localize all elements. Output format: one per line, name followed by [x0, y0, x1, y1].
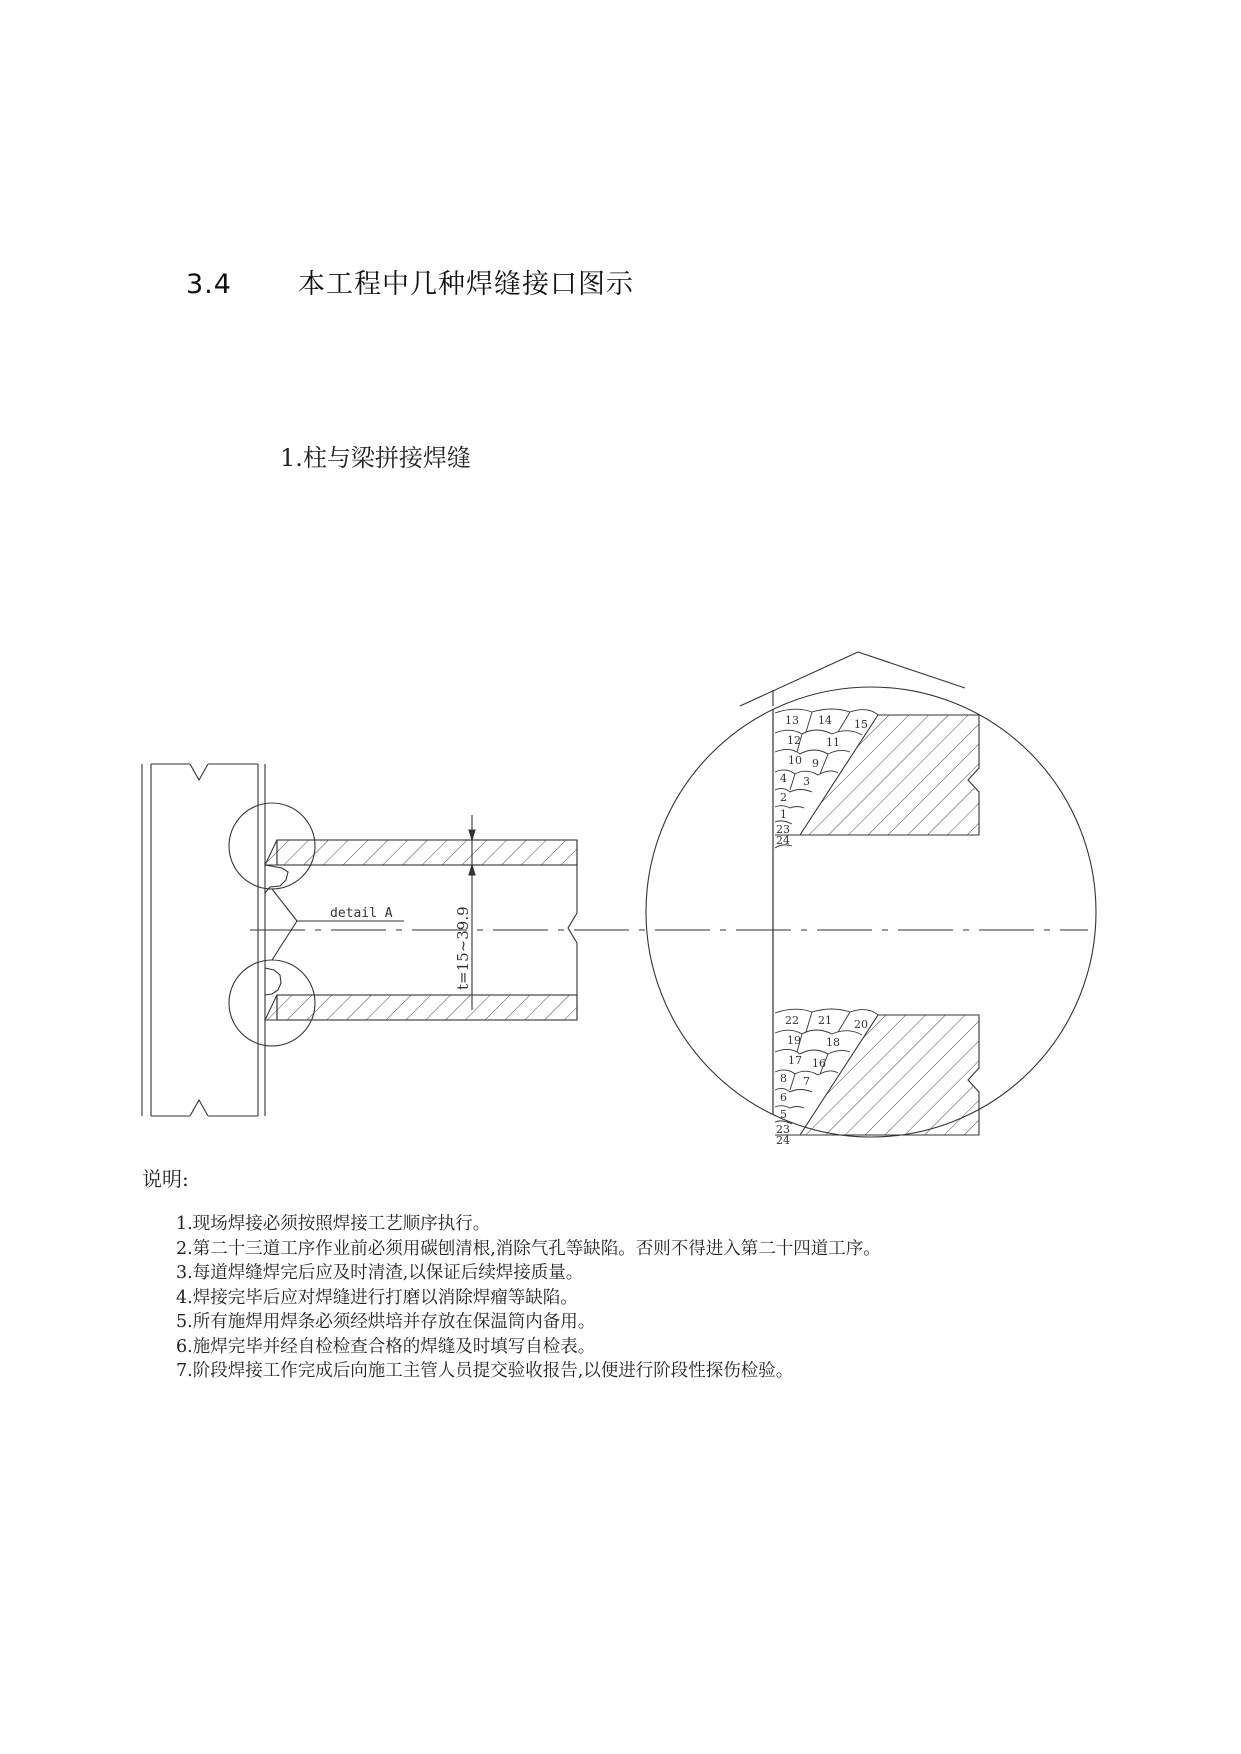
weld-pass-label: 1 [780, 808, 787, 821]
weld-pass-label: 12 [787, 734, 801, 747]
weld-pass-label: 21 [818, 1014, 832, 1027]
weld-pass-label: 23 [776, 1123, 790, 1136]
weld-pass-label: 24 [776, 1134, 790, 1147]
note-item: 7.阶段焊接工作完成后向施工主管人员提交验收报告,以便进行阶段性探伤检验。 [176, 1361, 794, 1381]
weld-pass-label: 18 [826, 1036, 840, 1049]
note-item: 5.所有施焊用焊条必须经烘培并存放在保温筒内备用。 [176, 1312, 596, 1332]
weld-pass-label: 8 [780, 1072, 787, 1085]
weld-pass-label: 24 [776, 834, 790, 847]
weld-pass-label: 23 [776, 823, 790, 836]
weld-pass-label: 15 [854, 718, 868, 731]
big-flange-top [800, 715, 979, 835]
weld-pass-label: 6 [780, 1091, 787, 1104]
big-flange-bottom [800, 1015, 979, 1135]
weld-pass-label: 3 [803, 775, 810, 788]
note-item: 3.每道焊缝焊完后应及时清渣,以保证后续焊接质量。 [176, 1263, 584, 1283]
note-item: 2.第二十三道工序作业前必须用碳刨清根,消除气孔等缺陷。否则不得进入第二十四道工序。 [176, 1238, 881, 1259]
note-item: 4.焊接完毕后应对焊缝进行打磨以消除焊瘤等缺陷。 [176, 1287, 578, 1308]
note-item: 1.现场焊接必须按照焊接工艺顺序执行。 [176, 1214, 491, 1234]
weld-pass-label: 20 [854, 1018, 868, 1031]
thickness-label: t=15~39.9 [454, 906, 472, 990]
detail-a-label: detail A [330, 906, 393, 921]
weld-pass-label: 11 [826, 736, 840, 749]
weld-pass-label: 22 [785, 1014, 799, 1027]
weld-pass-label: 10 [788, 754, 802, 767]
weld-pass-label: 9 [812, 757, 819, 770]
notes-list [176, 1212, 881, 1384]
weld-pass-label: 16 [812, 1057, 826, 1070]
weld-pass-label: 4 [780, 772, 787, 785]
column-section [142, 764, 265, 1116]
notes-heading: 说明: [142, 1167, 189, 1191]
note-item: 6.施焊完毕并经自检检查合格的焊缝及时填写自检表。 [176, 1336, 596, 1357]
weld-pass-label: 5 [780, 1108, 787, 1121]
section-title: 本工程中几种焊缝接口图示 [298, 269, 634, 300]
weld-pass-label: 17 [788, 1054, 802, 1067]
section-number: 3.4 [186, 269, 232, 300]
weld-pass-label: 14 [818, 714, 832, 727]
subsection-title: 1.柱与梁拼接焊缝 [280, 444, 471, 472]
weld-pass-label: 19 [787, 1034, 801, 1047]
weld-pass-label: 2 [780, 791, 787, 804]
weld-pass-label: 7 [803, 1075, 810, 1088]
beam-flange-bottom [265, 995, 577, 1020]
weld-pass-label: 13 [785, 714, 799, 727]
